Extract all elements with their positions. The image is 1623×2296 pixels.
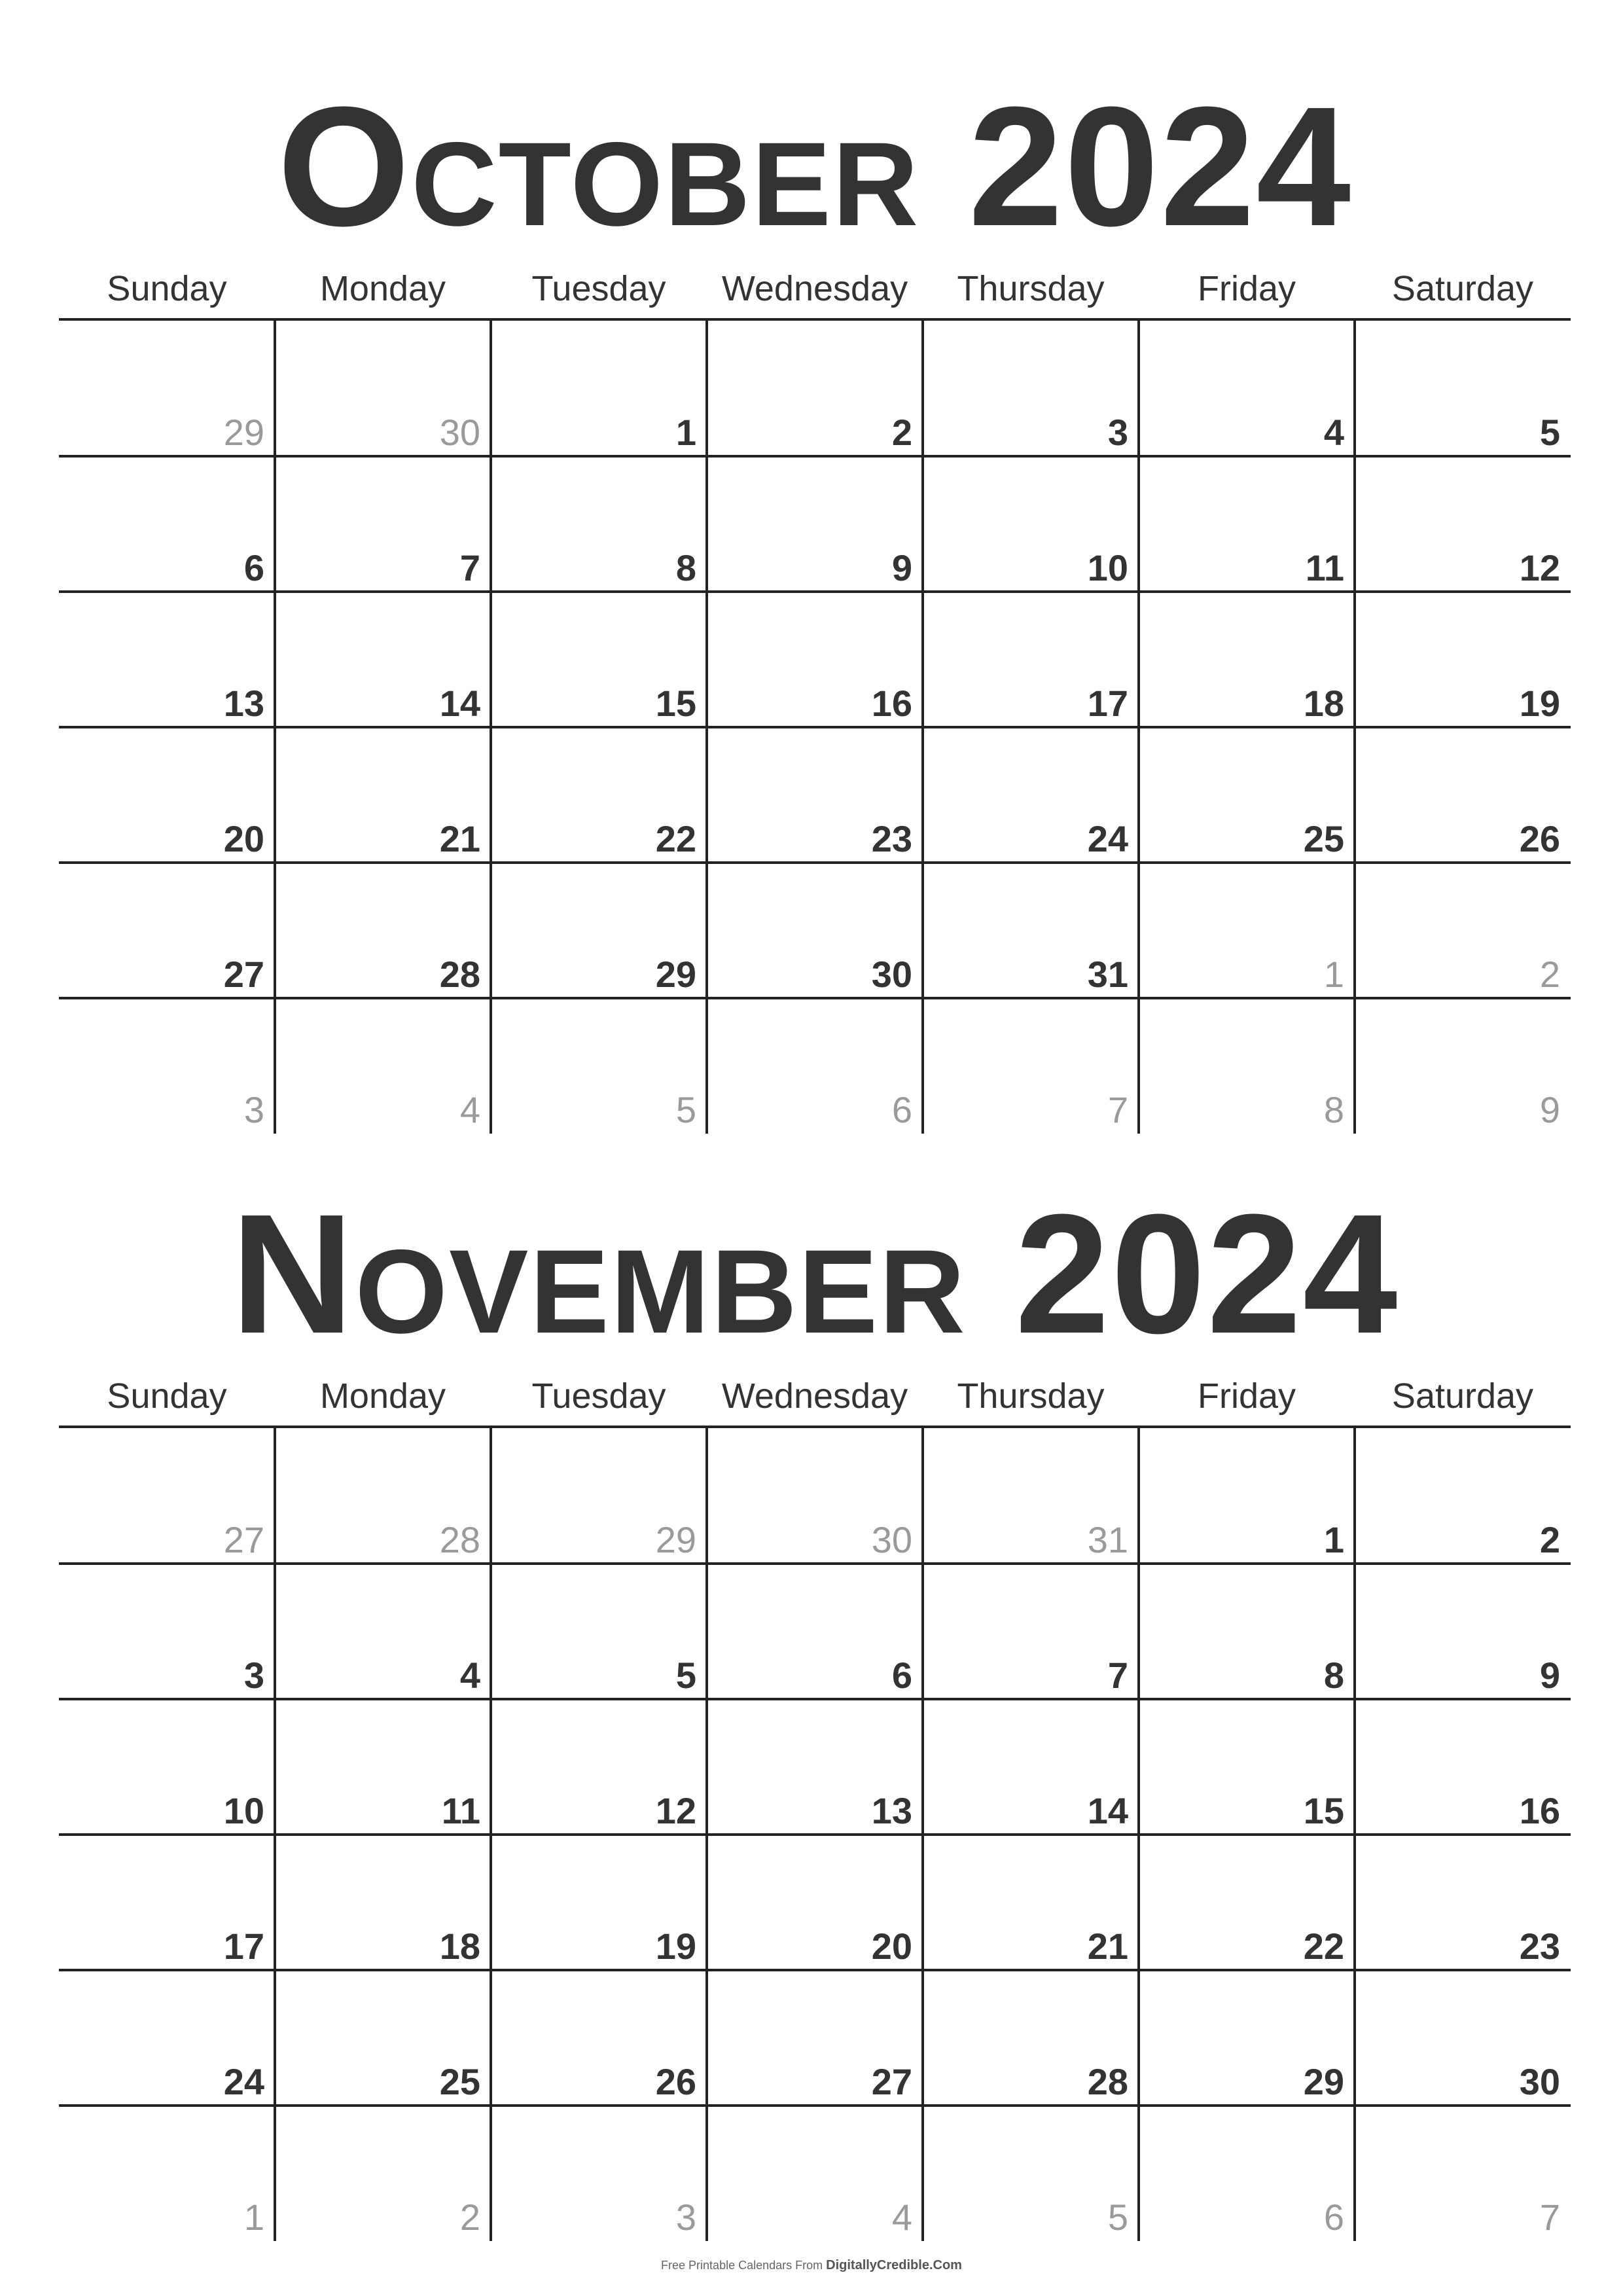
weekday-label: Saturday: [1391, 1376, 1534, 1416]
day-number: 18: [1303, 683, 1344, 724]
day-number: 29: [655, 1519, 696, 1560]
day-cell: [707, 727, 923, 863]
day-number: 10: [223, 1790, 264, 1831]
month-title: October 2024: [277, 72, 1353, 262]
weekday-label: Tuesday: [531, 1376, 666, 1416]
day-cell: [1355, 2106, 1571, 2241]
day-cell: [923, 592, 1139, 727]
day-cell: [59, 1564, 275, 1699]
day-cell: [491, 321, 707, 456]
day-cell: [707, 2106, 923, 2241]
day-number: 30: [1519, 2061, 1560, 2102]
day-cell: [59, 321, 275, 456]
day-number: 29: [1303, 2061, 1344, 2102]
day-cell: [491, 456, 707, 592]
weekday-label: Tuesday: [531, 269, 666, 308]
day-cell: [707, 1428, 923, 1564]
day-cell: [59, 1835, 275, 1970]
weekday-label: Saturday: [1391, 269, 1534, 308]
column-divider: [921, 1428, 924, 2241]
day-number: 7: [1539, 2197, 1560, 2238]
day-number: 5: [1107, 2197, 1128, 2238]
day-cell: [1355, 1699, 1571, 1835]
day-number: 4: [891, 2197, 912, 2238]
day-number: 31: [1087, 1519, 1128, 1560]
row-divider: [59, 861, 1571, 864]
day-cell: [707, 1835, 923, 1970]
day-number: 6: [243, 547, 264, 588]
row-divider: [59, 1698, 1571, 1700]
day-cell: [275, 456, 491, 592]
day-cell: [275, 1428, 491, 1564]
day-number: 27: [223, 954, 264, 995]
footer-site-link[interactable]: DigitallyCredible.Com: [826, 2258, 962, 2272]
column-divider: [490, 1428, 492, 2241]
day-number: 15: [1303, 1790, 1344, 1831]
day-cell: [1139, 863, 1355, 998]
weekday-label: Wednesday: [721, 269, 908, 308]
day-cell: [59, 1970, 275, 2106]
day-number: 7: [459, 547, 480, 588]
day-number: 13: [871, 1790, 912, 1831]
day-cell: [491, 1699, 707, 1835]
calendar-october: [59, 72, 1571, 1134]
day-number: 2: [459, 2197, 480, 2238]
column-divider: [274, 321, 276, 1134]
row-divider: [59, 455, 1571, 457]
day-number: 2: [1539, 954, 1560, 995]
weekday-label: Sunday: [107, 1376, 227, 1416]
day-cell: [923, 998, 1139, 1134]
day-number: 28: [439, 1519, 480, 1560]
day-number: 6: [1323, 2197, 1344, 2238]
day-cell: [1139, 1428, 1355, 1564]
day-cell: [491, 1970, 707, 2106]
column-divider: [1353, 321, 1356, 1134]
day-cell: [923, 863, 1139, 998]
day-number: 30: [871, 1519, 912, 1560]
day-cell: [707, 456, 923, 592]
day-number: 31: [1087, 954, 1128, 995]
day-number: 25: [439, 2061, 480, 2102]
day-cell: [1139, 592, 1355, 727]
row-divider: [59, 997, 1571, 999]
day-number: 28: [1087, 2061, 1128, 2102]
weekday-label: Sunday: [107, 269, 227, 308]
day-cell: [1139, 1699, 1355, 1835]
day-cell: [491, 1428, 707, 1564]
day-number: 3: [1107, 412, 1128, 453]
day-number: 18: [439, 1926, 480, 1967]
day-number: 10: [1087, 547, 1128, 588]
day-number: 23: [871, 818, 912, 859]
row-divider: [59, 1833, 1571, 1836]
footer-credit: [0, 2258, 1623, 2273]
day-cell: [1139, 2106, 1355, 2241]
day-number: 7: [1107, 1655, 1128, 1696]
day-number: 23: [1519, 1926, 1560, 1967]
day-cell: [1355, 1970, 1571, 2106]
day-cell: [59, 1699, 275, 1835]
row-divider: [59, 590, 1571, 593]
day-cell: [707, 1564, 923, 1699]
day-number: 2: [1539, 1519, 1560, 1560]
day-cell: [923, 1835, 1139, 1970]
footer-prefix: Free Printable Calendars From: [661, 2259, 827, 2272]
day-cell: [707, 863, 923, 998]
day-cell: [59, 727, 275, 863]
day-number: 3: [243, 1655, 264, 1696]
day-number: 24: [1087, 818, 1128, 859]
day-number: 11: [441, 1790, 480, 1831]
day-cell: [491, 1564, 707, 1699]
day-number: 24: [223, 2061, 264, 2102]
weekday-label: Wednesday: [721, 1376, 908, 1416]
day-number: 21: [439, 818, 480, 859]
day-cell: [923, 1428, 1139, 1564]
day-cell: [923, 1699, 1139, 1835]
day-number: 1: [675, 412, 696, 453]
day-cell: [707, 1970, 923, 2106]
day-cell: [707, 592, 923, 727]
day-cell: [1355, 592, 1571, 727]
day-number: 12: [1519, 547, 1560, 588]
day-number: 15: [655, 683, 696, 724]
day-cell: [275, 1970, 491, 2106]
day-cell: [1355, 321, 1571, 456]
day-number: 16: [1519, 1790, 1560, 1831]
day-cell: [923, 727, 1139, 863]
day-cell: [1355, 1835, 1571, 1970]
day-number: 21: [1087, 1926, 1128, 1967]
day-number: 8: [1323, 1655, 1344, 1696]
day-grid: [59, 1428, 1571, 2241]
day-number: 25: [1303, 818, 1344, 859]
day-cell: [1355, 998, 1571, 1134]
day-cell: [1139, 1564, 1355, 1699]
day-number: 9: [1539, 1089, 1560, 1130]
day-number: 29: [655, 954, 696, 995]
column-divider: [705, 321, 708, 1134]
day-number: 14: [439, 683, 480, 724]
day-number: 4: [459, 1089, 480, 1130]
day-number: 4: [1323, 412, 1344, 453]
day-cell: [59, 456, 275, 592]
day-number: 14: [1087, 1790, 1128, 1831]
day-number: 30: [439, 412, 480, 453]
day-number: 2: [891, 412, 912, 453]
day-cell: [491, 592, 707, 727]
day-cell: [1355, 727, 1571, 863]
day-number: 5: [675, 1089, 696, 1130]
day-cell: [491, 863, 707, 998]
day-number: 8: [675, 547, 696, 588]
weekday-label: Monday: [319, 1376, 446, 1416]
day-grid: [59, 321, 1571, 1134]
day-number: 6: [891, 1655, 912, 1696]
day-cell: [491, 998, 707, 1134]
day-number: 17: [223, 1926, 264, 1967]
row-divider: [59, 1562, 1571, 1565]
day-number: 3: [675, 2197, 696, 2238]
day-cell: [1139, 727, 1355, 863]
column-divider: [705, 1428, 708, 2241]
day-number: 16: [871, 683, 912, 724]
day-number: 8: [1323, 1089, 1344, 1130]
column-divider: [921, 321, 924, 1134]
day-cell: [275, 863, 491, 998]
day-cell: [1355, 1564, 1571, 1699]
day-cell: [275, 321, 491, 456]
day-cell: [923, 1564, 1139, 1699]
day-cell: [491, 1835, 707, 1970]
day-number: 13: [223, 683, 264, 724]
day-cell: [275, 727, 491, 863]
day-cell: [1139, 1835, 1355, 1970]
row-divider: [59, 2104, 1571, 2107]
day-number: 1: [1323, 954, 1344, 995]
day-cell: [1139, 456, 1355, 592]
day-cell: [275, 998, 491, 1134]
day-cell: [923, 456, 1139, 592]
day-number: 19: [655, 1926, 696, 1967]
day-cell: [1139, 1970, 1355, 2106]
day-cell: [923, 321, 1139, 456]
column-divider: [1353, 1428, 1356, 2241]
weekday-label: Thursday: [957, 1376, 1105, 1416]
day-cell: [59, 592, 275, 727]
day-number: 29: [223, 412, 264, 453]
day-cell: [491, 727, 707, 863]
day-cell: [707, 998, 923, 1134]
day-number: 22: [655, 818, 696, 859]
day-number: 9: [891, 547, 912, 588]
day-cell: [275, 592, 491, 727]
day-cell: [491, 2106, 707, 2241]
day-number: 4: [459, 1655, 480, 1696]
day-number: 27: [223, 1519, 264, 1560]
day-number: 20: [871, 1926, 912, 1967]
weekday-label: Friday: [1197, 269, 1296, 308]
day-cell: [275, 1835, 491, 1970]
day-cell: [59, 2106, 275, 2241]
weekday-label: Thursday: [957, 269, 1105, 308]
day-number: 27: [871, 2061, 912, 2102]
row-divider: [59, 726, 1571, 728]
day-cell: [59, 863, 275, 998]
day-number: 9: [1539, 1655, 1560, 1696]
day-cell: [1355, 863, 1571, 998]
day-cell: [923, 2106, 1139, 2241]
column-divider: [1137, 1428, 1140, 2241]
day-number: 19: [1519, 683, 1560, 724]
month-title: November 2024: [230, 1179, 1399, 1369]
column-divider: [1137, 321, 1140, 1134]
day-cell: [923, 1970, 1139, 2106]
weekday-label: Friday: [1197, 1376, 1296, 1416]
day-number: 22: [1303, 1926, 1344, 1967]
day-number: 20: [223, 818, 264, 859]
day-number: 17: [1087, 683, 1128, 724]
day-cell: [275, 2106, 491, 2241]
day-cell: [275, 1699, 491, 1835]
day-cell: [275, 1564, 491, 1699]
day-number: 11: [1305, 547, 1344, 588]
row-divider: [59, 1969, 1571, 1971]
day-number: 5: [675, 1655, 696, 1696]
day-number: 26: [655, 2061, 696, 2102]
day-cell: [59, 1428, 275, 1564]
day-number: 6: [891, 1089, 912, 1130]
day-cell: [707, 1699, 923, 1835]
day-number: 30: [871, 954, 912, 995]
day-cell: [1355, 456, 1571, 592]
day-cell: [1355, 1428, 1571, 1564]
day-number: 1: [243, 2197, 264, 2238]
weekday-header-row: [59, 236, 1571, 321]
day-cell: [59, 998, 275, 1134]
day-number: 3: [243, 1089, 264, 1130]
day-number: 5: [1539, 412, 1560, 453]
day-cell: [1139, 321, 1355, 456]
day-number: 26: [1519, 818, 1560, 859]
weekday-header-row: [59, 1343, 1571, 1428]
day-cell: [1139, 998, 1355, 1134]
column-divider: [274, 1428, 276, 2241]
column-divider: [490, 321, 492, 1134]
calendar-november: [59, 1179, 1571, 2241]
day-number: 7: [1107, 1089, 1128, 1130]
weekday-label: Monday: [319, 269, 446, 308]
day-cell: [707, 321, 923, 456]
day-number: 28: [439, 954, 480, 995]
day-number: 1: [1323, 1519, 1344, 1560]
day-number: 12: [655, 1790, 696, 1831]
